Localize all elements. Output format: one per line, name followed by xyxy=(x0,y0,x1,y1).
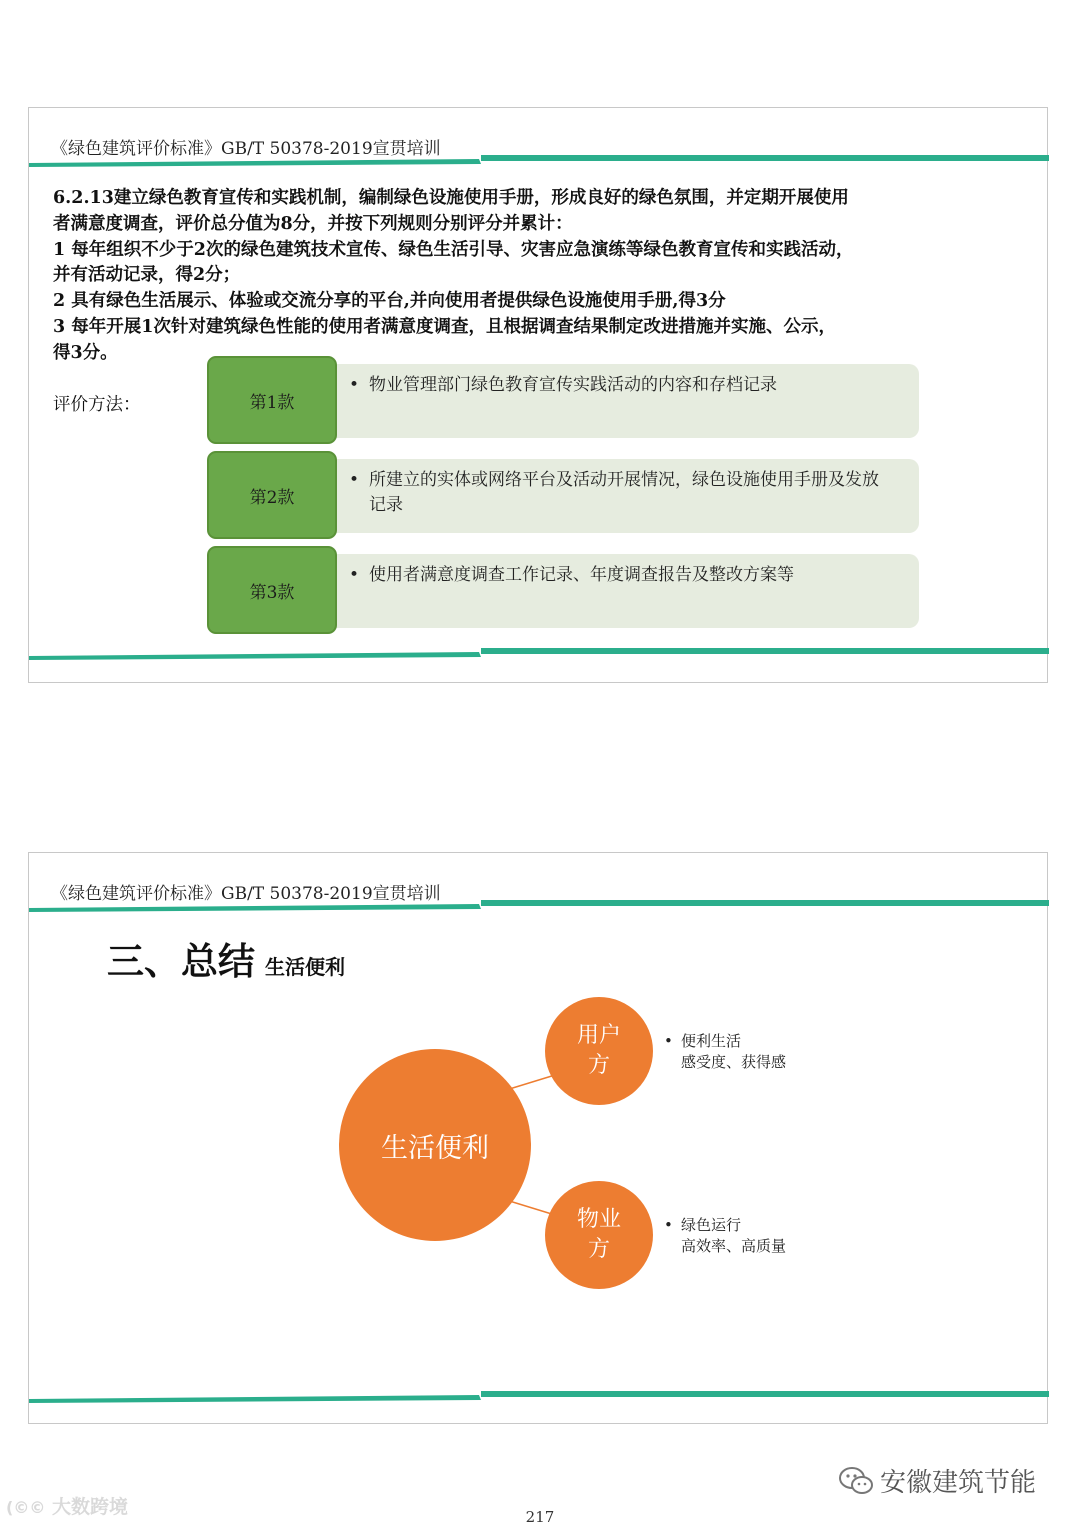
footer-divider xyxy=(29,648,1049,660)
user-circle: 用户方 xyxy=(545,997,653,1105)
clause-line: 并有活动记录，得2分； xyxy=(53,265,241,286)
header-divider xyxy=(29,155,1049,167)
eval-item-desc: • 使用者满意度调查工作记录、年度调查报告及整改方案等 xyxy=(327,554,919,628)
bullet-icon: • xyxy=(664,1216,673,1234)
user-notes: • 便利生活 感受度、获得感 xyxy=(664,1032,787,1071)
property-notes: • 绿色运行 高效率、高质量 xyxy=(664,1216,787,1255)
slide-header-title: 《绿色建筑评价标准》GB/T 50378-2019宣贯培训 xyxy=(51,139,441,159)
bullet-icon: • xyxy=(349,470,360,490)
section-heading-sub: 生活便利 xyxy=(265,955,345,979)
header-divider xyxy=(29,900,1049,912)
watermark-logo-icon: (©© xyxy=(6,1498,46,1517)
watermark-right: 安徽建筑节能 xyxy=(838,1462,1036,1499)
eval-item-tag: 第1款 xyxy=(207,356,337,444)
slide-header-title: 《绿色建筑评价标准》GB/T 50378-2019宣贯培训 xyxy=(51,884,441,904)
page-number: 217 xyxy=(525,1508,555,1526)
section-heading xyxy=(107,931,345,985)
eval-item-1 xyxy=(207,356,919,444)
clause-line: 得3分。 xyxy=(53,342,118,363)
bullet-icon: • xyxy=(349,375,360,395)
footer-divider xyxy=(29,1391,1049,1403)
eval-item-desc: • 物业管理部门绿色教育宣传实践活动的内容和存档记录 xyxy=(327,364,919,438)
watermark-left: (©© 大数跨境 xyxy=(6,1496,128,1518)
eval-item-tag: 第3款 xyxy=(207,546,337,634)
slide-summary xyxy=(28,852,1048,1424)
clause-line: 3 每年开展1次针对建筑绿色性能的使用者满意度调查，且根据调查结果制定改进措施并实施、公示， xyxy=(53,316,836,337)
bullet-icon: • xyxy=(349,565,360,585)
eval-item-2 xyxy=(207,451,919,539)
eval-item-3 xyxy=(207,546,919,634)
bullet-icon: • xyxy=(664,1032,673,1050)
center-circle: 生活便利 xyxy=(339,1049,531,1241)
eval-item-desc: • 所建立的实体或网络平台及活动开展情况，绿色设施使用手册及发放记录 xyxy=(327,459,919,533)
eval-item-tag: 第2款 xyxy=(207,451,337,539)
property-circle: 物业方 xyxy=(545,1181,653,1289)
slide-clause-6-2-13 xyxy=(28,107,1048,683)
clause-line: 1 每年组织不少于2次的绿色建筑技术宣传、绿色生活引导、灾害应急演练等绿色教育宣传和实践活动， xyxy=(53,239,854,260)
wechat-icon xyxy=(838,1466,874,1496)
clause-text xyxy=(53,186,1023,367)
eval-method-label: 评价方法： xyxy=(53,395,141,415)
clause-line: 2 具有绿色生活展示、体验或交流分享的平台,并向使用者提供绿色设施使用手册,得3分 xyxy=(53,291,726,312)
clause-line: 6.2.13建立绿色教育宣传和实践机制，编制绿色设施使用手册，形成良好的绿色氛围，并定期开展使用 xyxy=(53,188,849,208)
clause-line: 者满意度调查，评价总分值为8分，并按下列规则分别评分并累计： xyxy=(53,213,573,234)
section-heading-main: 三、总结 xyxy=(107,940,255,983)
